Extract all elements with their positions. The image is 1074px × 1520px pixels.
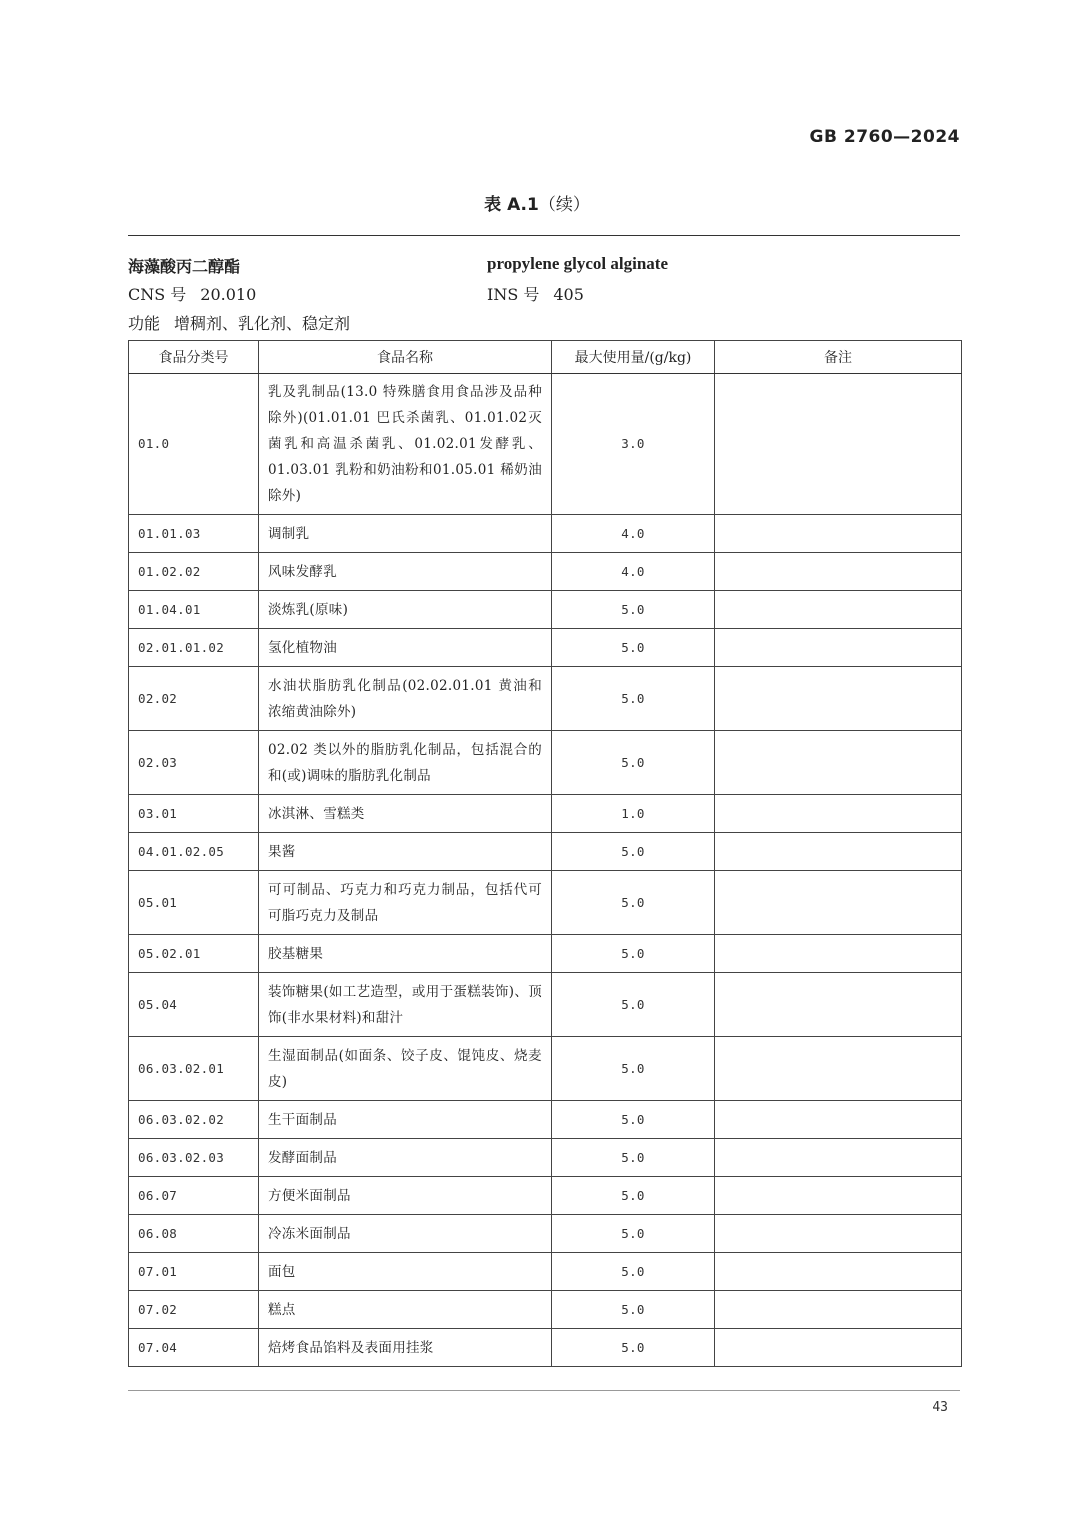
max-usage: 5.0 — [552, 1215, 715, 1253]
table-row — [129, 973, 962, 1037]
max-usage: 5.0 — [552, 1037, 715, 1101]
remarks — [715, 1291, 962, 1329]
max-usage: 5.0 — [552, 1101, 715, 1139]
ins-line — [487, 282, 584, 305]
max-usage: 3.0 — [552, 374, 715, 515]
food-name: 调制乳 — [259, 515, 552, 553]
table-row — [129, 1101, 962, 1139]
remarks — [715, 374, 962, 515]
table-row — [129, 1253, 962, 1291]
table-row — [129, 935, 962, 973]
table-body — [129, 374, 962, 1367]
max-usage: 5.0 — [552, 1253, 715, 1291]
remarks — [715, 1101, 962, 1139]
max-usage: 5.0 — [552, 973, 715, 1037]
remarks — [715, 795, 962, 833]
food-name: 方便米面制品 — [259, 1177, 552, 1215]
max-usage: 5.0 — [552, 935, 715, 973]
standard-number: GB 2760—2024 — [809, 127, 960, 147]
food-name: 乳及乳制品(13.0 特殊膳食用食品涉及品种除外)(01.01.01 巴氏杀菌乳、01.01.02灭菌乳和高温杀菌乳、01.02.01发酵乳、01.03.01 乳粉和奶油粉和01.05.01 稀奶油除外) — [259, 374, 552, 515]
food-name: 焙烤食品馅料及表面用挂浆 — [259, 1329, 552, 1367]
food-category-code: 01.0 — [129, 374, 259, 515]
table-row — [129, 1139, 962, 1177]
food-category-code: 01.02.02 — [129, 553, 259, 591]
max-usage: 5.0 — [552, 871, 715, 935]
table-row — [129, 871, 962, 935]
food-category-code: 05.04 — [129, 973, 259, 1037]
table-row — [129, 515, 962, 553]
remarks — [715, 871, 962, 935]
table-row — [129, 731, 962, 795]
food-name: 装饰糖果(如工艺造型，或用于蛋糕装饰)、顶饰(非水果材料)和甜汁 — [259, 973, 552, 1037]
remarks — [715, 1253, 962, 1291]
header-category-code: 食品分类号 — [129, 341, 259, 374]
table-caption-continued: （续） — [538, 195, 590, 215]
function-label: 功能 — [128, 314, 161, 333]
remarks — [715, 935, 962, 973]
food-name: 风味发酵乳 — [259, 553, 552, 591]
function-value: 增稠剂、乳化剂、稳定剂 — [174, 314, 351, 333]
food-category-code: 05.02.01 — [129, 935, 259, 973]
table-caption — [0, 190, 1074, 215]
food-name: 生湿面制品(如面条、饺子皮、馄饨皮、烧麦皮) — [259, 1037, 552, 1101]
max-usage: 4.0 — [552, 553, 715, 591]
remarks — [715, 591, 962, 629]
page-number: 43 — [932, 1400, 948, 1415]
max-usage: 4.0 — [552, 515, 715, 553]
food-name: 生干面制品 — [259, 1101, 552, 1139]
cns-label: CNS 号 — [128, 285, 187, 304]
food-name: 氢化植物油 — [259, 629, 552, 667]
remarks — [715, 553, 962, 591]
food-name: 面包 — [259, 1253, 552, 1291]
table-header-row — [129, 341, 962, 374]
additive-name-en: propylene glycol alginate — [487, 254, 669, 273]
remarks — [715, 973, 962, 1037]
food-name: 胶基糖果 — [259, 935, 552, 973]
remarks — [715, 629, 962, 667]
food-name: 冰淇淋、雪糕类 — [259, 795, 552, 833]
remarks — [715, 1139, 962, 1177]
remarks — [715, 731, 962, 795]
table-row — [129, 1291, 962, 1329]
remarks — [715, 1037, 962, 1101]
food-category-code: 06.03.02.03 — [129, 1139, 259, 1177]
remarks — [715, 1215, 962, 1253]
food-category-code: 07.04 — [129, 1329, 259, 1367]
food-name: 水油状脂肪乳化制品(02.02.01.01 黄油和浓缩黄油除外) — [259, 667, 552, 731]
remarks — [715, 1177, 962, 1215]
food-category-code: 01.04.01 — [129, 591, 259, 629]
max-usage: 5.0 — [552, 833, 715, 871]
max-usage: 5.0 — [552, 1139, 715, 1177]
food-name: 果酱 — [259, 833, 552, 871]
table-row — [129, 374, 962, 515]
table-row — [129, 1177, 962, 1215]
header-max-usage: 最大使用量/(g/kg) — [552, 341, 715, 374]
remarks — [715, 667, 962, 731]
food-category-code: 05.01 — [129, 871, 259, 935]
table-row — [129, 553, 962, 591]
food-name: 发酵面制品 — [259, 1139, 552, 1177]
remarks — [715, 1329, 962, 1367]
food-name: 可可制品、巧克力和巧克力制品，包括代可可脂巧克力及制品 — [259, 871, 552, 935]
table-row — [129, 629, 962, 667]
food-category-code: 07.01 — [129, 1253, 259, 1291]
usage-table — [128, 340, 962, 1367]
food-category-code: 07.02 — [129, 1291, 259, 1329]
food-name: 02.02 类以外的脂肪乳化制品，包括混合的和(或)调味的脂肪乳化制品 — [259, 731, 552, 795]
max-usage: 5.0 — [552, 629, 715, 667]
footer-rule — [128, 1390, 960, 1391]
table-caption-number: 表 A.1 — [484, 195, 539, 215]
table-row — [129, 1215, 962, 1253]
food-category-code: 04.01.02.05 — [129, 833, 259, 871]
header-remarks: 备注 — [715, 341, 962, 374]
ins-value: 405 — [553, 285, 584, 304]
table-row — [129, 1037, 962, 1101]
max-usage: 5.0 — [552, 1329, 715, 1367]
function-line — [128, 311, 350, 334]
food-category-code: 06.03.02.01 — [129, 1037, 259, 1101]
max-usage: 5.0 — [552, 1177, 715, 1215]
table-row — [129, 667, 962, 731]
food-category-code: 03.01 — [129, 795, 259, 833]
table-row — [129, 833, 962, 871]
ins-label: INS 号 — [487, 285, 540, 304]
cns-line — [128, 282, 256, 305]
max-usage: 5.0 — [552, 591, 715, 629]
max-usage: 1.0 — [552, 795, 715, 833]
food-category-code: 01.01.03 — [129, 515, 259, 553]
food-category-code: 02.02 — [129, 667, 259, 731]
food-name: 冷冻米面制品 — [259, 1215, 552, 1253]
food-category-code: 06.07 — [129, 1177, 259, 1215]
food-category-code: 02.01.01.02 — [129, 629, 259, 667]
table-row — [129, 795, 962, 833]
food-name: 淡炼乳(原味) — [259, 591, 552, 629]
max-usage: 5.0 — [552, 667, 715, 731]
food-category-code: 06.03.02.02 — [129, 1101, 259, 1139]
max-usage: 5.0 — [552, 1291, 715, 1329]
food-category-code: 06.08 — [129, 1215, 259, 1253]
top-rule — [128, 235, 960, 236]
food-category-code: 02.03 — [129, 731, 259, 795]
food-name: 糕点 — [259, 1291, 552, 1329]
table-row — [129, 1329, 962, 1367]
remarks — [715, 833, 962, 871]
table-row — [129, 591, 962, 629]
header-food-name: 食品名称 — [259, 341, 552, 374]
additive-name-cn: 海藻酸丙二醇酯 — [128, 257, 241, 276]
cns-value: 20.010 — [200, 285, 257, 304]
remarks — [715, 515, 962, 553]
max-usage: 5.0 — [552, 731, 715, 795]
